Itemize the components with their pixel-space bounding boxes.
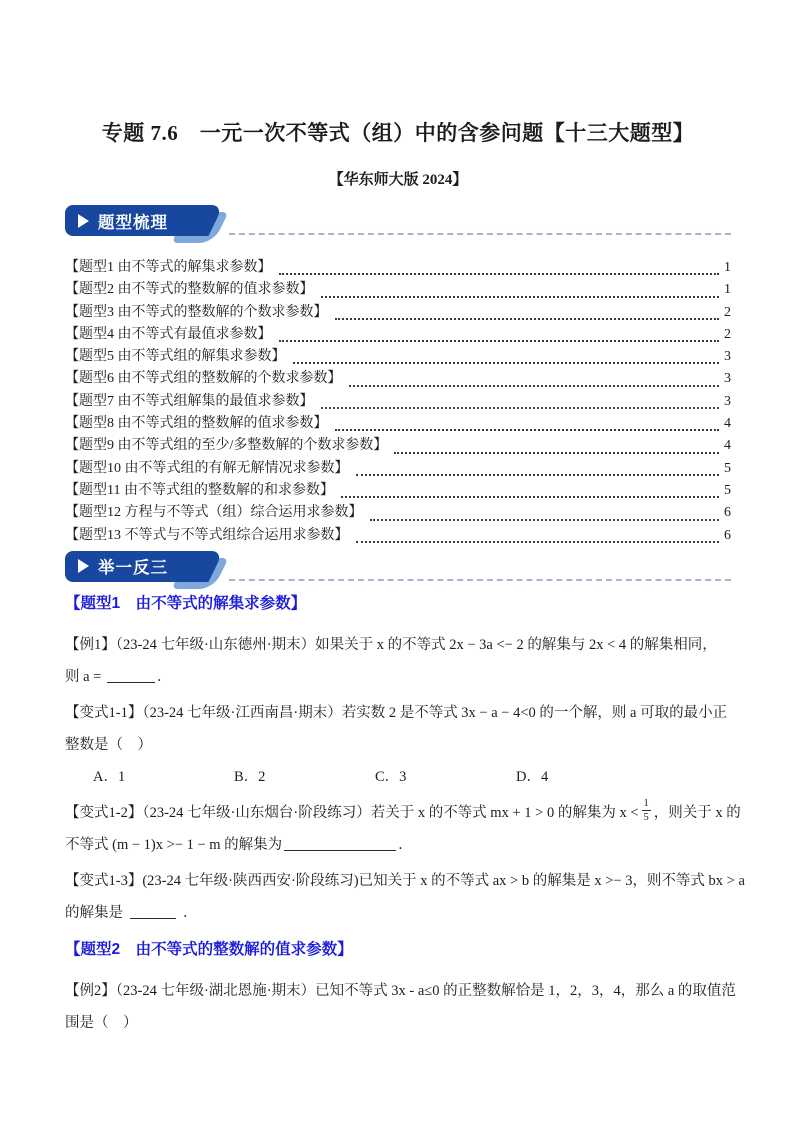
- choice-option-d: D．4: [516, 768, 549, 785]
- page-title: 专题 7.6 一元一次不等式（组）中的含参问题【十三大题型】: [101, 121, 695, 145]
- section-heading-type2: 【题型2 由不等式的整数解的值求参数】: [65, 940, 353, 958]
- toc-page-number: 4: [724, 438, 731, 454]
- toc-page-number: 4: [724, 416, 731, 432]
- toc-page-number: 3: [724, 349, 731, 365]
- problem-text: 的解集是: [65, 904, 123, 921]
- outline-banner-row: [65, 205, 731, 236]
- toc-page-number: 1: [724, 282, 731, 298]
- toc-leader-dots: [335, 318, 720, 320]
- toc-page-number: 3: [724, 371, 731, 387]
- toc-entry-label: 【题型11 由不等式组的整数解的和求参数】: [65, 482, 334, 498]
- toc-entry: [65, 501, 731, 523]
- problem-text: 【变式1-2】（23-24 七年级·山东烟台·阶段练习）若关于 x 的不等式 mx + 1 > 0 的解集为 x <: [65, 804, 639, 821]
- toc-entry-label: 【题型8 由不等式组的整数解的值求参数】: [65, 416, 328, 432]
- toc-entry-label: 【题型13 不等式与不等式组综合运用求参数】: [65, 527, 349, 543]
- problem-example-2: [65, 975, 736, 1039]
- toc-entry: [65, 301, 731, 323]
- toc-entry-label: 【题型7 由不等式组解集的最值求参数】: [65, 393, 314, 409]
- toc-page-number: 2: [724, 304, 731, 320]
- toc-entry-label: 【题型6 由不等式组的整数解的个数求参数】: [65, 371, 342, 387]
- toc-page-number: 6: [724, 505, 731, 521]
- toc-entry: [65, 345, 731, 367]
- problem-text-line: [65, 697, 731, 729]
- problem-text: ．: [398, 836, 413, 853]
- toc-entry: [65, 457, 731, 479]
- problem-text-line: [65, 829, 731, 861]
- toc-leader-dots: [356, 474, 720, 476]
- outline-banner: [65, 205, 193, 236]
- problem-text: 则 a =: [65, 668, 105, 685]
- fraction-numerator: 1: [643, 798, 649, 810]
- toc-page-number: 5: [724, 482, 731, 498]
- answer-blank: [284, 836, 396, 851]
- toc-leader-dots: [394, 452, 719, 454]
- choice-option-a: A．1: [93, 768, 126, 785]
- problem-text-line: [65, 797, 741, 829]
- problem-example-1: [65, 629, 731, 693]
- toc-entry-label: 【题型1 由不等式的解集求参数】: [65, 260, 272, 275]
- play-triangle-icon: [78, 214, 89, 228]
- problem-text: 围是（ ）: [65, 1014, 138, 1031]
- toc-entry-label: 【题型2 由不等式的整数解的值求参数】: [65, 282, 314, 298]
- toc-leader-dots: [279, 273, 720, 275]
- toc-entry: [65, 412, 731, 434]
- problem-text-line: [65, 661, 731, 693]
- dashed-divider: [229, 233, 731, 235]
- problem-text: 【例1】（23-24 七年级·山东德州·期末）如果关于 x 的不等式 2x − 3a <− 2 的解集与 2x < 4 的解集相同，: [65, 636, 717, 653]
- table-of-contents: [65, 256, 731, 546]
- toc-leader-dots: [341, 496, 719, 498]
- problem-variant-1-2: [65, 797, 741, 861]
- toc-leader-dots: [321, 407, 720, 409]
- fraction-denominator: 5: [643, 812, 649, 824]
- problem-text-line: [65, 975, 736, 1007]
- answer-blank: [107, 668, 155, 683]
- problem-text: 整数是（ ）: [65, 736, 152, 753]
- problem-text: 不等式 (m − 1)x >− 1 − m 的解集为: [65, 836, 283, 853]
- practice-banner: [65, 551, 193, 582]
- toc-entry-label: 【题型9 由不等式组的至少/多整数解的个数求参数】: [65, 438, 388, 454]
- problem-text: ．: [157, 668, 172, 685]
- practice-banner-label: 举一反三: [98, 559, 168, 578]
- toc-leader-dots: [321, 296, 720, 298]
- toc-entry-label: 【题型3 由不等式的整数解的个数求参数】: [65, 304, 328, 320]
- answer-blank: [130, 904, 176, 919]
- choice-option-b: B．2: [234, 768, 266, 785]
- toc-entry-label: 【题型5 由不等式组的解集求参数】: [65, 349, 286, 365]
- problem-text-line: [65, 1007, 731, 1039]
- problem-text-line: [65, 629, 731, 661]
- toc-page-number: 3: [724, 393, 731, 409]
- toc-leader-dots: [356, 541, 720, 543]
- outline-banner-label: 题型梳理: [98, 213, 168, 232]
- toc-entry: [65, 323, 731, 345]
- choice-option-c: C．3: [375, 768, 407, 785]
- fraction: [642, 798, 651, 823]
- toc-entry: [65, 278, 731, 300]
- problem-text: 【例2】（23-24 七年级·湖北恩施·期末）已知不等式 3x - a≤0 的正整数解恰是 1，2，3，4，那么 a 的取值范: [65, 982, 736, 999]
- toc-leader-dots: [293, 362, 720, 364]
- toc-leader-dots: [279, 340, 720, 342]
- toc-entry: [65, 256, 731, 278]
- section-heading-type1: 【题型1 由不等式的解集求参数】: [65, 594, 307, 612]
- toc-leader-dots: [370, 519, 720, 521]
- dashed-divider: [229, 579, 731, 581]
- problem-variant-1-1: [65, 697, 731, 793]
- problem-text-line: [65, 729, 731, 761]
- play-triangle-icon: [78, 559, 89, 573]
- edition-label: 【华东师大版 2024】: [328, 172, 468, 188]
- toc-entry-label: 【题型12 方程与不等式（组）综合运用求参数】: [65, 505, 363, 521]
- toc-leader-dots: [349, 385, 720, 387]
- toc-entry-label: 【题型4 由不等式有最值求参数】: [65, 326, 272, 342]
- problem-text: 【变式1-1】（23-24 七年级·江西南昌·期末）若实数 2 是不等式 3x − a − 4<0 的一个解，则 a 可取的最小正: [65, 704, 728, 721]
- problem-text: ，则关于 x 的: [653, 804, 741, 821]
- toc-page-number: 2: [724, 326, 731, 342]
- practice-banner-row: [65, 551, 731, 582]
- problem-text-line: [65, 865, 745, 897]
- toc-entry-label: 【题型10 由不等式组的有解无解情况求参数】: [65, 460, 349, 476]
- toc-entry: [65, 479, 731, 501]
- toc-page-number: 5: [724, 460, 731, 476]
- toc-page-number: 6: [724, 527, 731, 543]
- problem-text: ．: [183, 904, 198, 921]
- problem-text: 【变式1-3】(23-24 七年级·陕西西安·阶段练习)已知关于 x 的不等式 ax > b 的解集是 x >− 3，则不等式 bx > a: [65, 872, 745, 889]
- toc-page-number: 1: [724, 260, 731, 275]
- toc-entry: [65, 390, 731, 412]
- toc-entry: [65, 367, 731, 389]
- problem-variant-1-3: [65, 865, 745, 929]
- toc-leader-dots: [335, 429, 720, 431]
- problem-text-line: [65, 897, 731, 929]
- toc-entry: [65, 524, 731, 546]
- choice-options-row: [65, 761, 731, 793]
- toc-entry: [65, 434, 731, 456]
